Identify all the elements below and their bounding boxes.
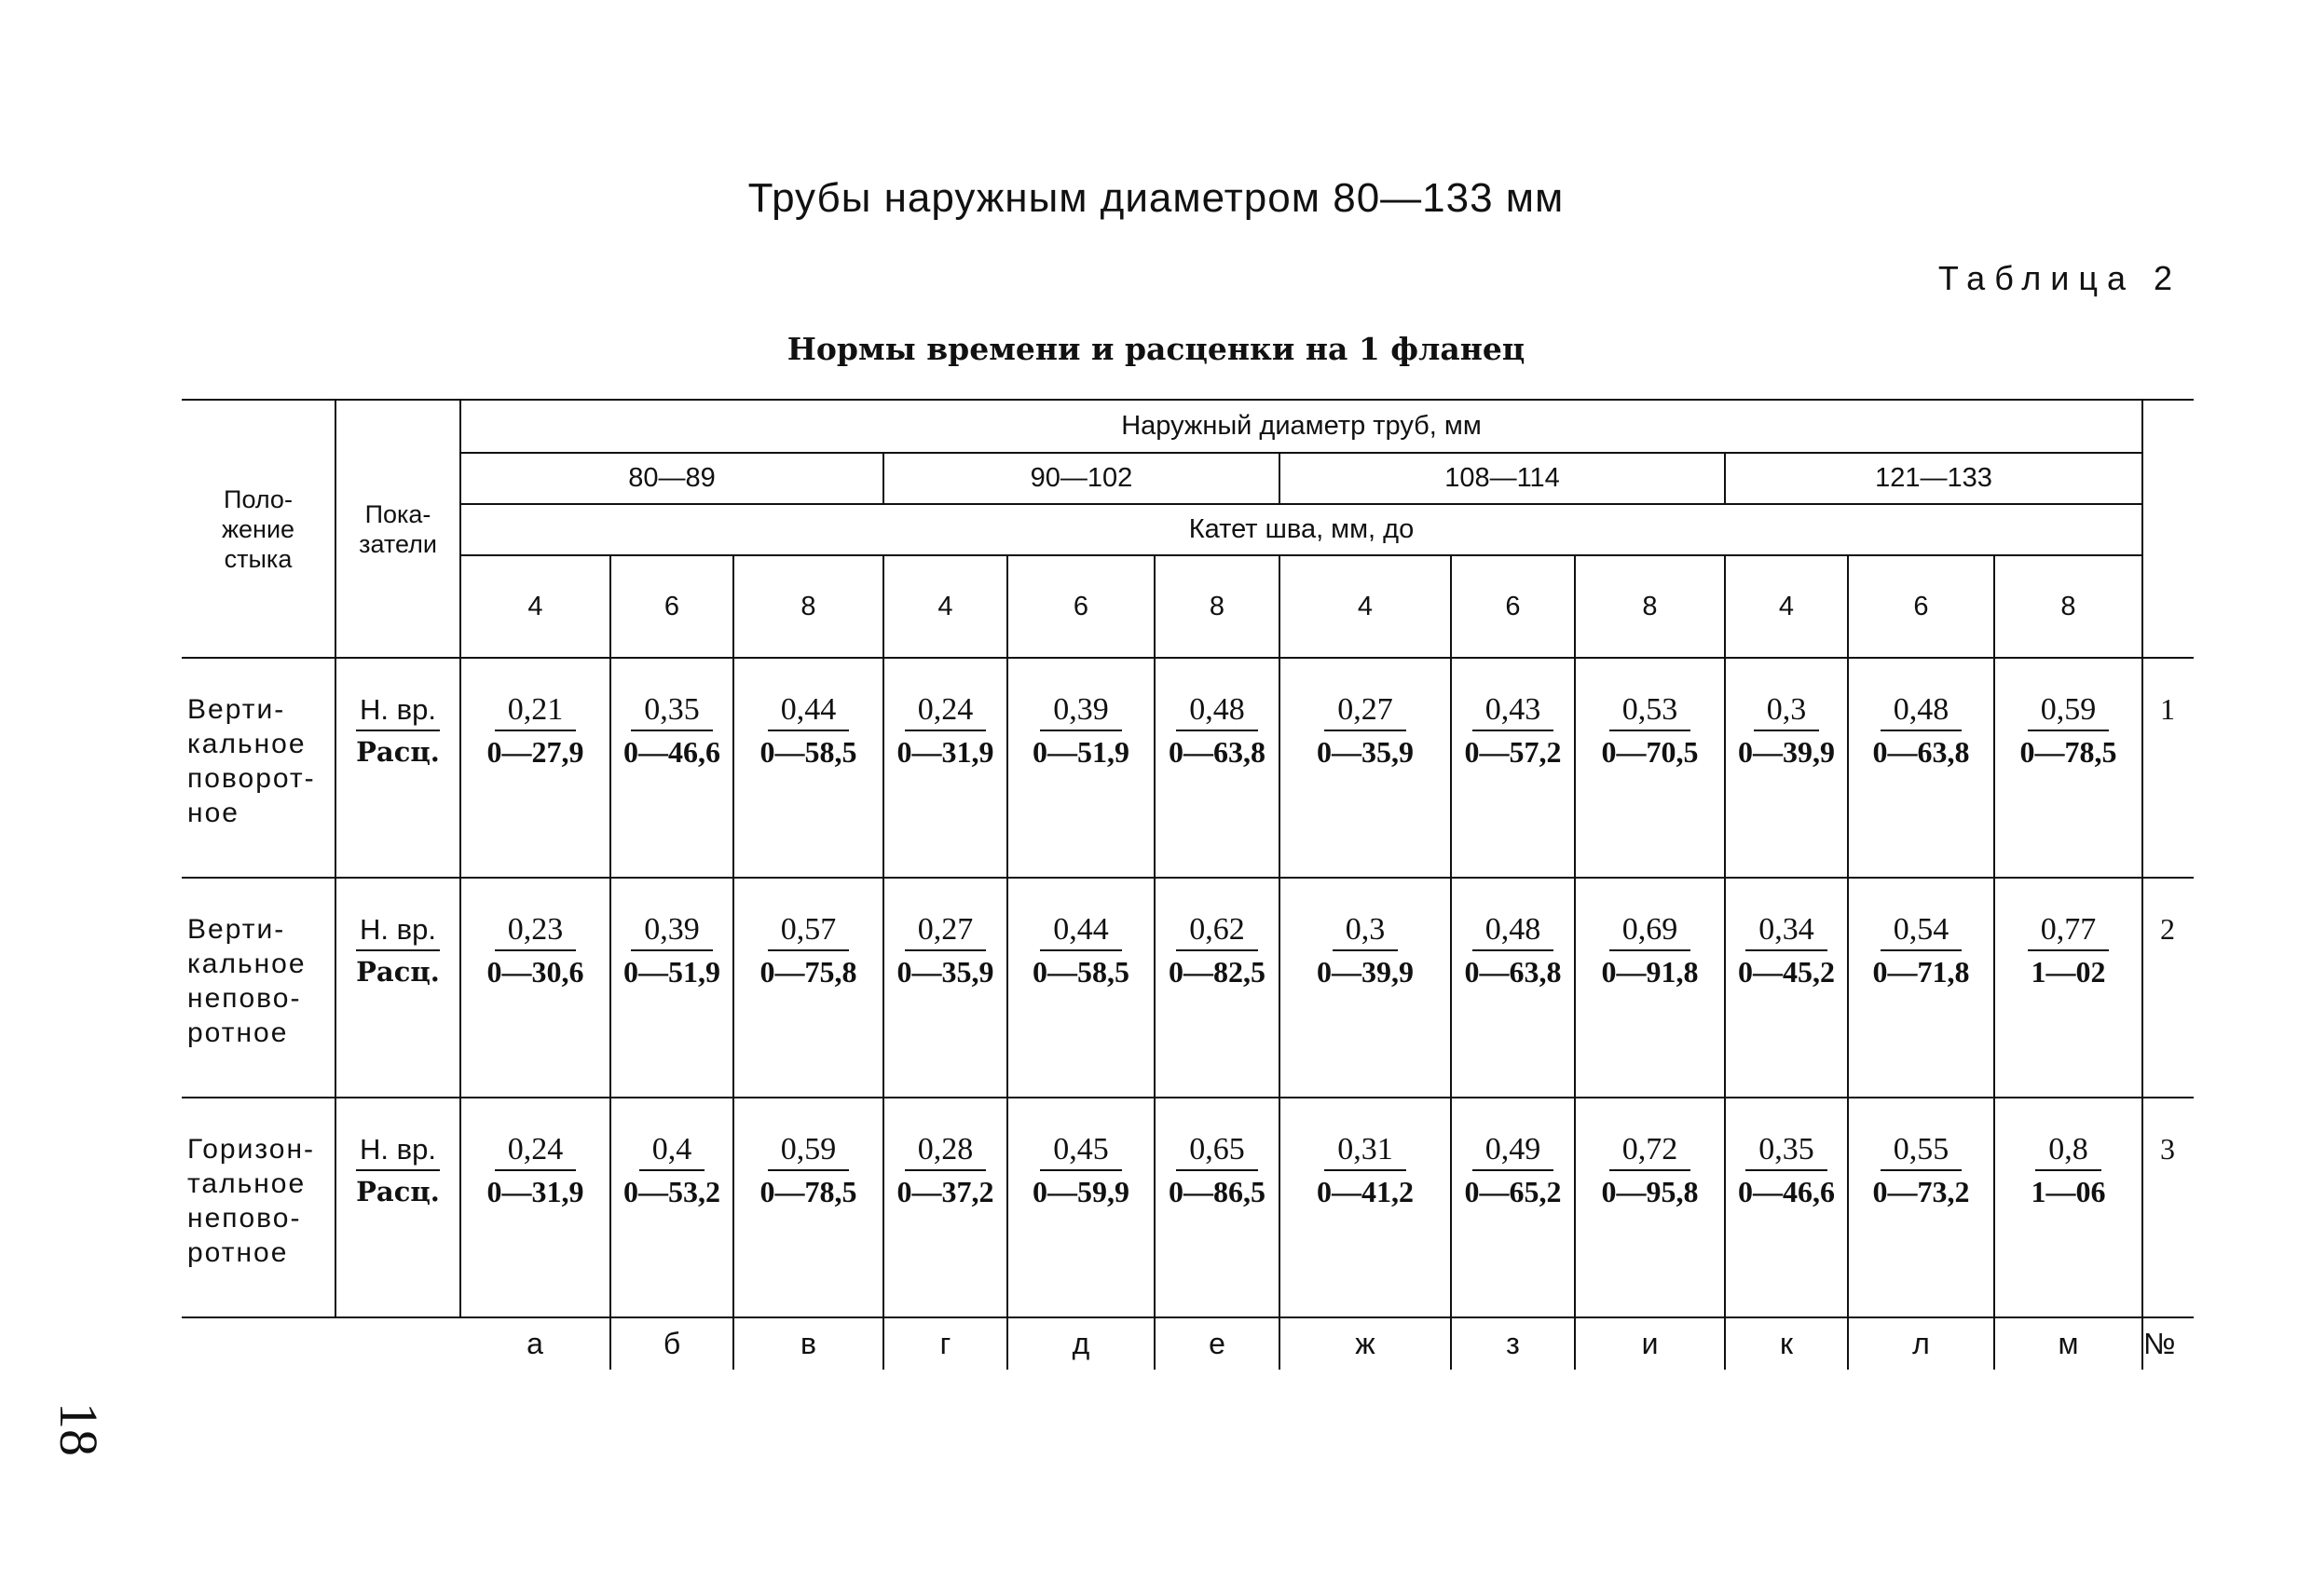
header-leg-size: 8 bbox=[733, 555, 883, 658]
row-position: Верти- кальное поворот- ное bbox=[182, 658, 335, 878]
value-cell bbox=[883, 878, 1007, 1098]
value-cell bbox=[733, 658, 883, 878]
row-position: Верти- кальное непово- ротное bbox=[182, 878, 335, 1098]
price: 0—75,8 bbox=[759, 955, 857, 989]
value-cell bbox=[1279, 658, 1451, 878]
header-leg-size: 6 bbox=[610, 555, 733, 658]
time-norm: 0,48 bbox=[1472, 910, 1554, 951]
header-leg-size: 8 bbox=[1575, 555, 1725, 658]
price: 0—59,9 bbox=[1033, 1175, 1129, 1208]
value-cell bbox=[1994, 878, 2142, 1098]
indicator-price-label: Расц. bbox=[356, 1176, 440, 1207]
header-diameter-group: 121—133 bbox=[1725, 453, 2142, 504]
row-indicators bbox=[335, 878, 460, 1098]
price: 0—63,8 bbox=[1169, 735, 1265, 769]
price: 0—71,8 bbox=[1872, 955, 1970, 989]
footer-column-letter: л bbox=[1848, 1317, 1994, 1370]
header-leg-size: 4 bbox=[460, 555, 610, 658]
price: 0—78,5 bbox=[2019, 735, 2117, 769]
price: 0—91,8 bbox=[1601, 955, 1699, 989]
value-cell bbox=[1575, 1098, 1725, 1317]
time-norm: 0,23 bbox=[495, 910, 577, 951]
time-norm: 0,77 bbox=[2028, 910, 2110, 951]
row-indicators bbox=[335, 1098, 460, 1317]
price: 0—31,9 bbox=[896, 735, 994, 769]
value-cell bbox=[1451, 1098, 1575, 1317]
value-cell bbox=[1155, 1098, 1279, 1317]
time-norm: 0,3 bbox=[1333, 910, 1399, 951]
row-number: 3 bbox=[2142, 1098, 2194, 1317]
time-norm: 0,72 bbox=[1609, 1130, 1691, 1171]
page-title: Трубы наружным диаметром 80—133 мм bbox=[747, 175, 1565, 221]
footer-column-letter: м bbox=[1994, 1317, 2142, 1370]
value-cell bbox=[1725, 878, 1848, 1098]
time-norm: 0,24 bbox=[495, 1130, 577, 1171]
time-norm: 0,69 bbox=[1609, 910, 1691, 951]
value-cell bbox=[1007, 878, 1155, 1098]
price: 0—78,5 bbox=[759, 1175, 857, 1208]
price: 0—82,5 bbox=[1169, 955, 1265, 989]
value-cell bbox=[733, 1098, 883, 1317]
time-norm: 0,27 bbox=[905, 910, 987, 951]
time-norm: 0,48 bbox=[1881, 690, 1963, 731]
price: 0—45,2 bbox=[1738, 955, 1835, 989]
price: 0—95,8 bbox=[1601, 1175, 1699, 1208]
value-cell bbox=[610, 878, 733, 1098]
time-norm: 0,3 bbox=[1754, 690, 1820, 731]
value-cell bbox=[1848, 658, 1994, 878]
footer-column-letter: в bbox=[733, 1317, 883, 1370]
footer-column-letter: б bbox=[610, 1317, 733, 1370]
value-cell bbox=[883, 1098, 1007, 1317]
indicator-norm-label: Н. вр. bbox=[356, 1130, 440, 1171]
value-cell bbox=[1007, 658, 1155, 878]
time-norm: 0,34 bbox=[1745, 910, 1827, 951]
value-cell bbox=[1155, 878, 1279, 1098]
header-indicators: Пока- затели bbox=[335, 400, 460, 658]
time-norm: 0,39 bbox=[631, 910, 713, 951]
time-norm: 0,35 bbox=[631, 690, 713, 731]
price: 0—63,8 bbox=[1872, 735, 1970, 769]
time-norm: 0,44 bbox=[768, 690, 850, 731]
footer-column-letter: д bbox=[1007, 1317, 1155, 1370]
table-label: Таблица 2 bbox=[1937, 259, 2182, 297]
price: 0—63,8 bbox=[1464, 955, 1562, 989]
price: 0—51,9 bbox=[1033, 735, 1129, 769]
price: 0—51,9 bbox=[623, 955, 720, 989]
row-indicators bbox=[335, 658, 460, 878]
footer-column-letter: е bbox=[1155, 1317, 1279, 1370]
value-cell bbox=[733, 878, 883, 1098]
header-weld-leg: Катет шва, мм, до bbox=[460, 504, 2142, 555]
value-cell bbox=[1848, 1098, 1994, 1317]
header-leg-size: 6 bbox=[1007, 555, 1155, 658]
value-cell bbox=[1725, 1098, 1848, 1317]
header-num-blank bbox=[2142, 400, 2194, 658]
time-norm: 0,53 bbox=[1609, 690, 1691, 731]
time-norm: 0,49 bbox=[1472, 1130, 1554, 1171]
price: 0—39,9 bbox=[1738, 735, 1835, 769]
price: 0—31,9 bbox=[486, 1175, 584, 1208]
time-norm: 0,59 bbox=[768, 1130, 850, 1171]
header-leg-size: 4 bbox=[1279, 555, 1451, 658]
value-cell bbox=[610, 1098, 733, 1317]
time-norm: 0,35 bbox=[1745, 1130, 1827, 1171]
value-cell bbox=[610, 658, 733, 878]
time-norm: 0,45 bbox=[1040, 1130, 1122, 1171]
header-leg-size: 4 bbox=[1725, 555, 1848, 658]
header-leg-size: 8 bbox=[1994, 555, 2142, 658]
time-norm: 0,31 bbox=[1324, 1130, 1406, 1171]
header-diameter-group: 90—102 bbox=[883, 453, 1279, 504]
value-cell bbox=[1994, 1098, 2142, 1317]
value-cell bbox=[1575, 878, 1725, 1098]
price: 0—70,5 bbox=[1601, 735, 1699, 769]
time-norm: 0,44 bbox=[1040, 910, 1122, 951]
time-norm: 0,48 bbox=[1176, 690, 1258, 731]
price: 0—35,9 bbox=[896, 955, 994, 989]
time-norm: 0,54 bbox=[1881, 910, 1963, 951]
row-number: 1 bbox=[2142, 658, 2194, 878]
indicator-norm-label: Н. вр. bbox=[356, 690, 440, 731]
footer-column-letter: г bbox=[883, 1317, 1007, 1370]
header-leg-size: 4 bbox=[883, 555, 1007, 658]
price: 0—30,6 bbox=[486, 955, 584, 989]
time-norm: 0,24 bbox=[905, 690, 987, 731]
time-norm: 0,27 bbox=[1324, 690, 1406, 731]
price: 0—41,2 bbox=[1317, 1175, 1414, 1208]
page-number: 18 bbox=[48, 1402, 109, 1456]
value-cell bbox=[1451, 658, 1575, 878]
price: 0—37,2 bbox=[896, 1175, 994, 1208]
table-subtitle: Нормы времени и расценки на 1 фланец bbox=[787, 331, 1525, 367]
price: 1—06 bbox=[2031, 1175, 2106, 1208]
time-norm: 0,8 bbox=[2035, 1130, 2101, 1171]
price: 0—58,5 bbox=[1033, 955, 1129, 989]
time-norm: 0,59 bbox=[2028, 690, 2110, 731]
price: 0—73,2 bbox=[1872, 1175, 1970, 1208]
price: 0—65,2 bbox=[1464, 1175, 1562, 1208]
header-leg-size: 6 bbox=[1848, 555, 1994, 658]
header-outer-diameter: Наружный диаметр труб, мм bbox=[460, 400, 2142, 453]
value-cell bbox=[1279, 1098, 1451, 1317]
time-norm: 0,4 bbox=[639, 1130, 705, 1171]
value-cell bbox=[1725, 658, 1848, 878]
time-norm: 0,57 bbox=[768, 910, 850, 951]
indicator-norm-label: Н. вр. bbox=[356, 910, 440, 951]
value-cell bbox=[460, 1098, 610, 1317]
time-norm: 0,21 bbox=[495, 690, 577, 731]
header-position: Поло- жение стыка bbox=[182, 400, 335, 658]
header-diameter-group: 108—114 bbox=[1279, 453, 1725, 504]
price: 0—39,9 bbox=[1317, 955, 1414, 989]
value-cell bbox=[1007, 1098, 1155, 1317]
header-leg-size: 6 bbox=[1451, 555, 1575, 658]
footer-column-letter: з bbox=[1451, 1317, 1575, 1370]
value-cell bbox=[1575, 658, 1725, 878]
value-cell bbox=[1451, 878, 1575, 1098]
row-position: Горизон- тальное непово- ротное bbox=[182, 1098, 335, 1317]
time-norm: 0,39 bbox=[1040, 690, 1122, 731]
time-norm: 0,43 bbox=[1472, 690, 1554, 731]
value-cell bbox=[460, 658, 610, 878]
footer-blank bbox=[182, 1317, 460, 1370]
time-norm: 0,55 bbox=[1881, 1130, 1963, 1171]
value-cell bbox=[1279, 878, 1451, 1098]
price: 0—46,6 bbox=[1738, 1175, 1835, 1208]
price: 0—86,5 bbox=[1169, 1175, 1265, 1208]
header-diameter-group: 80—89 bbox=[460, 453, 883, 504]
footer-number-sign: № bbox=[2143, 1327, 2176, 1360]
footer-column-letter: ж bbox=[1279, 1317, 1451, 1370]
price: 1—02 bbox=[2031, 955, 2106, 989]
norms-table bbox=[182, 399, 2194, 1370]
footer-column-letter: и bbox=[1575, 1317, 1725, 1370]
indicator-price-label: Расц. bbox=[356, 956, 440, 988]
value-cell bbox=[1848, 878, 1994, 1098]
time-norm: 0,65 bbox=[1176, 1130, 1258, 1171]
header-leg-size: 8 bbox=[1155, 555, 1279, 658]
price: 0—46,6 bbox=[623, 735, 720, 769]
price: 0—53,2 bbox=[623, 1175, 720, 1208]
value-cell bbox=[460, 878, 610, 1098]
footer-column-letter: к bbox=[1725, 1317, 1848, 1370]
value-cell bbox=[1155, 658, 1279, 878]
value-cell bbox=[883, 658, 1007, 878]
price: 0—58,5 bbox=[759, 735, 857, 769]
price: 0—35,9 bbox=[1317, 735, 1414, 769]
indicator-price-label: Расц. bbox=[356, 736, 440, 768]
price: 0—27,9 bbox=[486, 735, 584, 769]
value-cell bbox=[1994, 658, 2142, 878]
price: 0—57,2 bbox=[1464, 735, 1562, 769]
time-norm: 0,62 bbox=[1176, 910, 1258, 951]
footer-column-letter: а bbox=[460, 1317, 610, 1370]
time-norm: 0,28 bbox=[905, 1130, 987, 1171]
row-number: 2 bbox=[2142, 878, 2194, 1098]
